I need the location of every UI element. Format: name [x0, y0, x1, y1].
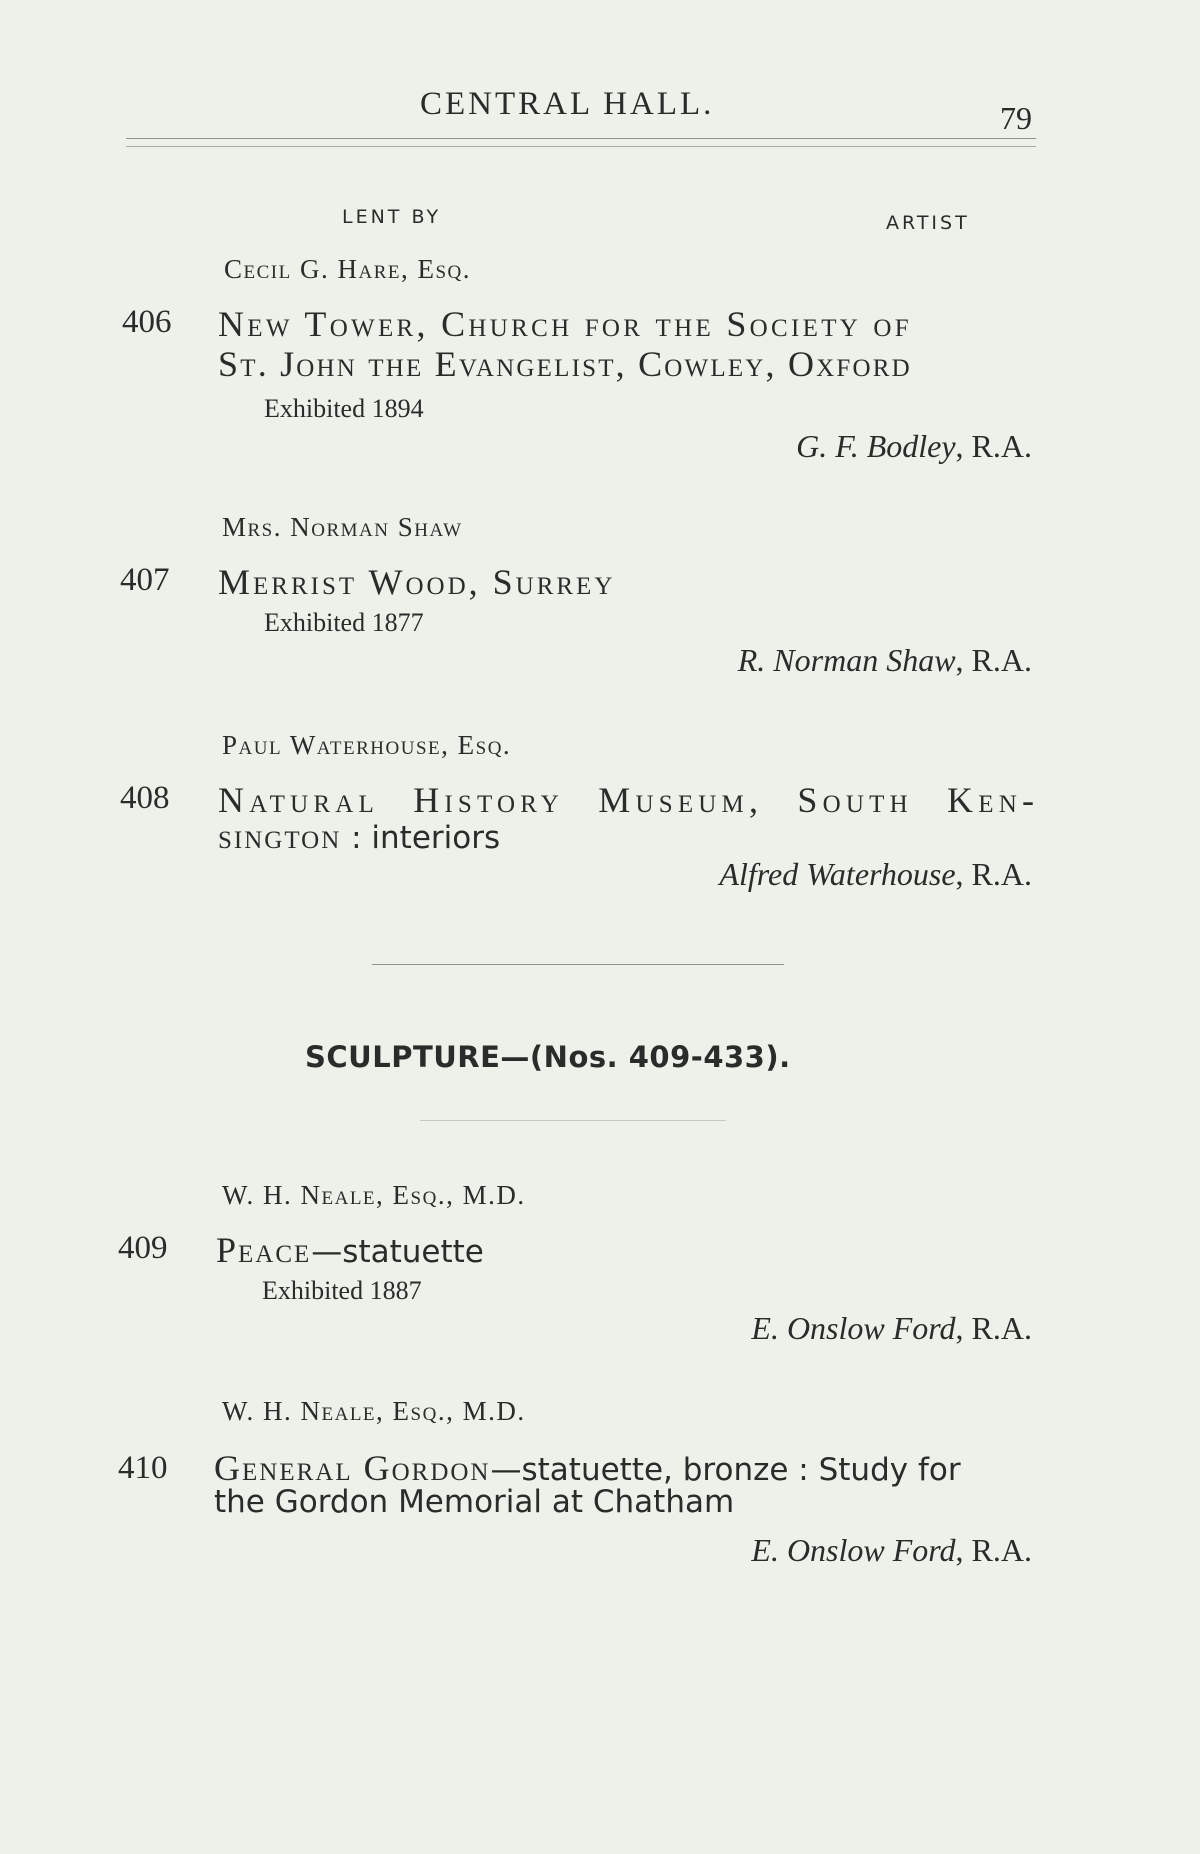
section-heading: SCULPTURE—(Nos. 409-433). — [305, 1040, 791, 1074]
entry-title-line: Natural History Museum, South Ken- — [218, 780, 1040, 820]
lender-name: Paul Waterhouse, Esq. — [222, 730, 512, 760]
column-heading-artist: ARTIST — [886, 212, 970, 234]
lender-name: Mrs. Norman Shaw — [222, 512, 463, 542]
catalogue-number: 409 — [118, 1230, 168, 1266]
running-head: CENTRAL HALL. — [420, 86, 715, 122]
catalogue-number: 407 — [120, 562, 170, 598]
entry-title-line: New Tower, Church for the Society of — [218, 304, 912, 344]
exhibition-note: Exhibited 1877 — [264, 608, 424, 637]
header-rule — [126, 138, 1036, 139]
entry-title-small-caps: General Gordon — [214, 1448, 491, 1488]
entry-title-line: the Gordon Memorial at Chatham — [214, 1484, 735, 1520]
entry-title-small-caps: Peace — [216, 1230, 312, 1270]
artist-suffix: , R.A. — [955, 428, 1032, 464]
exhibition-note: Exhibited 1894 — [264, 394, 424, 423]
entry-title-line: St. John the Evangelist, Cowley, Oxford — [218, 344, 912, 384]
entry-title-small-caps: sington — [218, 816, 342, 856]
entry-title-line — [216, 1232, 484, 1270]
entry-title-line — [214, 1450, 961, 1488]
catalogue-number: 408 — [120, 780, 170, 816]
entry-title-description: : interiors — [341, 820, 501, 856]
exhibition-note: Exhibited 1887 — [262, 1276, 422, 1305]
column-heading-lent-by: LENT BY — [342, 206, 442, 228]
artist-name: Alfred Waterhouse — [719, 856, 956, 892]
artist-suffix: , R.A. — [955, 856, 1032, 892]
artist-credit — [738, 642, 1032, 679]
lender-name: W. H. Neale, Esq., M.D. — [222, 1396, 526, 1426]
artist-name: E. Onslow Ford — [751, 1310, 956, 1346]
catalogue-number: 410 — [118, 1450, 168, 1486]
entry-title-line: Merrist Wood, Surrey — [218, 562, 616, 602]
lender-name: Cecil G. Hare, Esq. — [224, 254, 471, 284]
artist-suffix: , R.A. — [955, 642, 1032, 678]
header-rule-secondary — [126, 146, 1036, 147]
section-divider-faint — [420, 1120, 726, 1121]
section-divider — [372, 964, 784, 965]
artist-suffix: , R.A. — [955, 1532, 1032, 1568]
page-number: 79 — [1000, 100, 1032, 136]
lender-name: W. H. Neale, Esq., M.D. — [222, 1180, 526, 1210]
artist-name: R. Norman Shaw — [737, 642, 956, 678]
artist-credit — [796, 428, 1032, 465]
entry-title-line — [218, 818, 500, 856]
artist-credit — [751, 1310, 1032, 1347]
entry-title-description: —statuette, bronze : Study for — [490, 1452, 961, 1488]
artist-name: G. F. Bodley — [796, 428, 956, 464]
entry-title-description: —statuette — [311, 1234, 484, 1270]
artist-credit — [719, 856, 1032, 893]
catalogue-number: 406 — [122, 304, 172, 340]
artist-name: E. Onslow Ford — [751, 1532, 956, 1568]
artist-credit — [751, 1532, 1032, 1569]
artist-suffix: , R.A. — [955, 1310, 1032, 1346]
